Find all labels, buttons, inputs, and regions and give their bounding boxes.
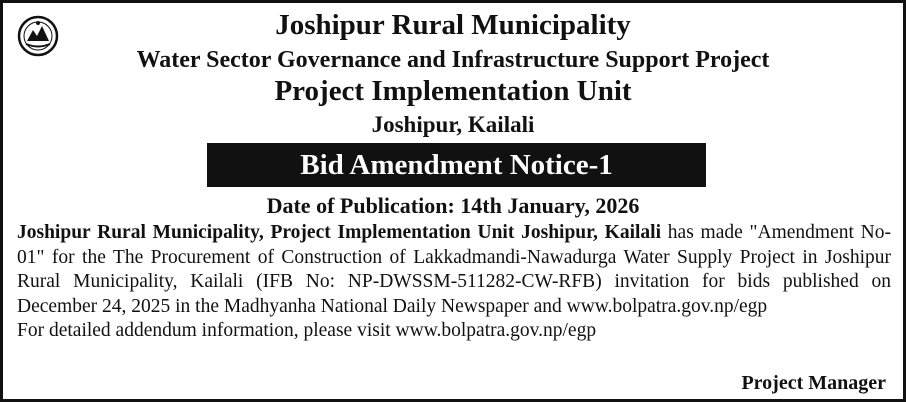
publication-day: 14 <box>460 193 483 218</box>
publication-label: Date of Publication: <box>266 193 455 218</box>
signature: Project Manager <box>741 372 886 394</box>
project-title: Water Sector Governance and Infrastructure Support Project <box>136 47 770 73</box>
addendum-text: For detailed addendum information, please visit www.bolpatra.gov.np/egp <box>17 320 597 341</box>
municipality-title: Joshipur Rural Municipality <box>275 9 631 41</box>
unit-title: Project Implementation Unit <box>274 75 632 107</box>
notice-body <box>17 221 891 344</box>
notice-lead-bold: Joshipur Rural Municipality, Project Implementation Unit Joshipur, Kailali <box>17 222 662 243</box>
publication-month-year: January, 2026 <box>507 193 640 218</box>
publication-date <box>3 193 903 219</box>
location-title: Joshipur, Kailali <box>371 112 535 137</box>
notice-main-text: has made "Amendment No-01" for the The Procurement of Construction of Lakkadmandi-Nawadurga Water Supply Project in Joshipur Rural Municipality, Kailali (IFB No: NP-DWSSM-511282-CW-RFB) invitation for bids published on December 24, 2025 in the Madhyanha National Daily Newspaper and www.bolpatra.gov.np/egp <box>17 222 891 317</box>
notice-banner: Bid Amendment Notice-1 <box>207 143 706 187</box>
publication-ordinal: th <box>482 193 502 218</box>
notice-paragraph <box>17 221 891 319</box>
